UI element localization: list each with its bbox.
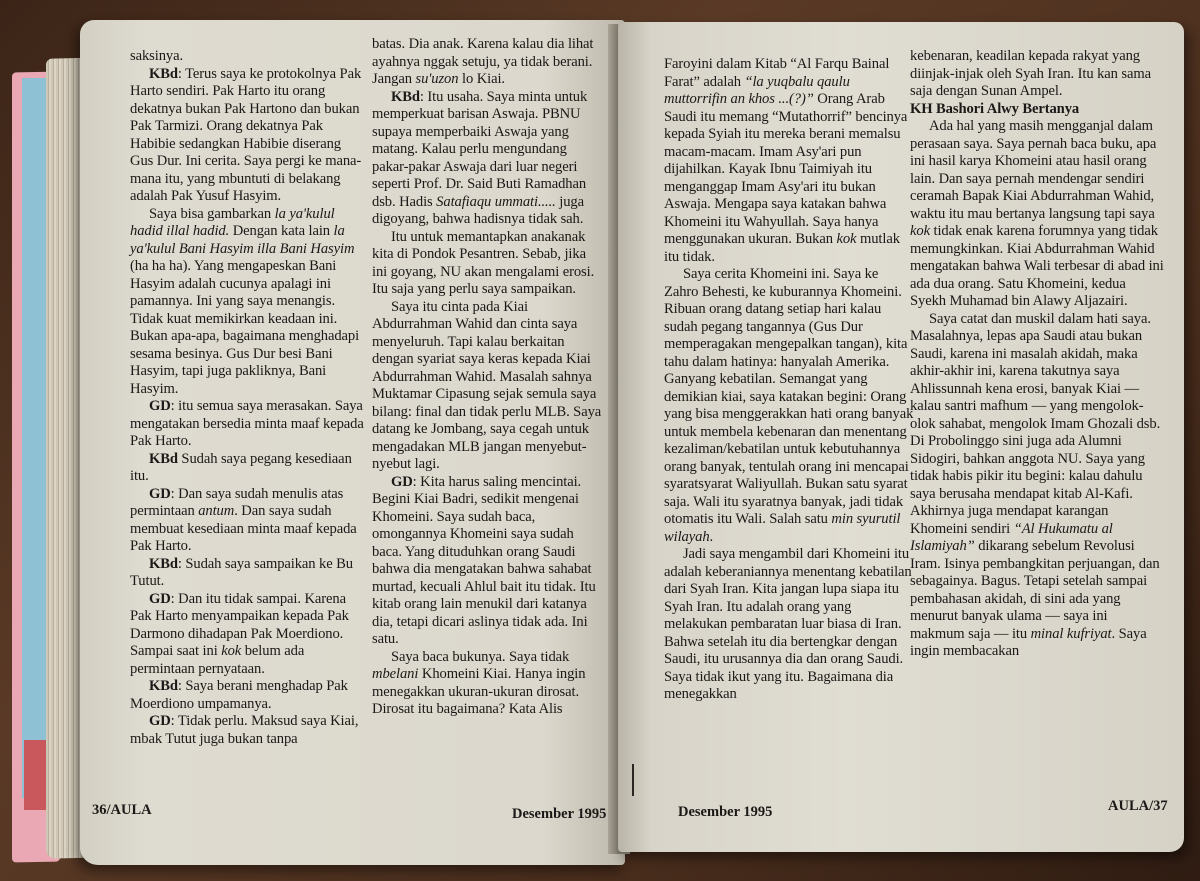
paragraph: GD: Tidak perlu. Maksud saya Kiai, mbak Tutut juga bukan tanpa xyxy=(130,713,359,747)
right-page-number: AULA/37 xyxy=(1108,798,1168,814)
left-page-column-2 xyxy=(372,36,604,719)
pen-mark xyxy=(632,764,634,796)
paragraph: Saya itu cinta pada Kiai Abdurrahman Wahid dan cinta saya menyeluruh. Tapi kalau berkaitan dengan syariat saya keras kepada Kiai Abdurrahman Wahid. Masalah sahnya Muktamar Cipasung sejak semula saya bilang: final dan tidak perlu MLB. Saya datang ke Jombang, saya cegah untuk mengadakan MLB jangan menyebut-nyebut lagi. xyxy=(372,298,602,472)
left-page-column-1 xyxy=(130,48,366,748)
paragraph: Jadi saya mengambil dari Khomeini itu adalah keberaniannya menentang kebatilan dari Syah Iran. Kita jangan lupa siapa itu Syah Iran. Itu adalah orang yang melakukan pembaratan luar biasa di Iran. Bahwa setelah itu dia bertengkar dengan Saudi, itu urusannya dia dan orang Saudi. Saya tidak ikut yang itu. Bagaimana dia menegakkan xyxy=(664,546,912,702)
right-page-column-1 xyxy=(664,56,914,704)
left-page-number: 36/AULA xyxy=(92,802,152,818)
paragraph: KBd: Terus saya ke protokolnya Pak Harto sendiri. Pak Harto itu orang dekatnya bukan Pak Hartono dan bukan Pak Tarmizi. Orang dekatnya Pak Habibie sedangkan Habibie diserang Gus Dur. Ini cerita. Saya pergi ke mana-mana itu, yang mbuntuti di belakang adalah Pak Yusuf Hasyim. xyxy=(130,65,362,204)
paragraph: Faroyini dalam Kitab “Al Farqu Bainal Farat” adalah “la yuqbalu qaulu muttorrifin an khos ...(?)” Orang Arab Saudi itu memang “Mutathorrif” bencinya kepada Syiah itu mereka berani memalsu macam-macam. Imam Asy'ari pun dijahilkan. Kayak Ibnu Taimiyah itu menganggap Imam Asy'ari itu bukan Aswaja. Mengapa saya katakan bahwa Khomeini itu Wahyullah. Saya hanya menggunakan ukuran. Bukan kok mutlak itu tidak. xyxy=(664,56,908,265)
paragraph: Itu untuk memantapkan anakanak kita di Pondok Pesantren. Sebab, jika ini goyang, NU akan mengalami erosi. Itu saja yang perlu saya sampaikan. xyxy=(372,228,595,297)
paragraph: KBd Sudah saya pegang kesediaan itu. xyxy=(130,450,352,484)
paragraph: GD: Dan itu tidak sampai. Karena Pak Harto menyampaikan kepada Pak Darmono dihadapan Pak Moerdiono. Sampai saat ini kok belum ada permintaan pernyataan. xyxy=(130,590,349,677)
paragraph: KBd: Saya berani menghadap Pak Moerdiono umpamanya. xyxy=(130,678,348,712)
paragraph: Ada hal yang masih mengganjal dalam perasaan saya. Saya pernah baca buku, apa ini hasil karya Khomeini atau hasil orang lain. Dan saya pernah mendengar sendiri ceramah Bapak Kiai Abdurrahman Wahid, waktu itu mau bertanya langsung tapi saya kok tidak enak karena forumnya yang tidak memungkinkan. Kiai Abdurrahman Wahid mengatakan bahwa Wali terbesar di abad ini ada dua orang. Satu Khomeini, kedua Syekh Muhamad bin Alawy Aljazairi. xyxy=(910,118,1164,309)
paragraph: GD: Kita harus saling mencintai. Begini Kiai Badri, sedikit mengenai Khomeini. Saya sudah baca, omongannya Khomeini saya sudah baca. Yang dituduhkan orang Saudi bahwa dia mengatakan bahwa sahabat murtad, kecuali Ahlul bait itu tidak. Itu kitab orang lain menukil dari katanya dia, tetapi dicari aslinya tidak ada. Ini satu. xyxy=(372,473,596,647)
paragraph: saksinya. xyxy=(130,48,184,64)
left-page xyxy=(80,20,625,865)
section-heading: KH Bashori Alwy Bertanya xyxy=(910,100,1080,117)
paragraph: Saya baca bukunya. Saya tidak mbelani Khomeini Kiai. Hanya ingin menegakkan ukuran-ukuran dirosat. Dirosat itu bagaimana? Kata Alis xyxy=(372,648,586,717)
left-page-date: Desember 1995 xyxy=(512,806,607,822)
right-page-column-2 xyxy=(910,48,1165,661)
paragraph: Saya cerita Khomeini ini. Saya ke Zahro Behesti, ke kuburannya Khomeini. Ribuan orang datang setiap hari kalau sudah pegang tangannya (Gus Dur memperagakan mengepalkan tangan), kita tahu dalam hatinya: hanyalah Amerika. Ganyang kebatilan. Semangat yang demikian kiai, saya katakan begini: Orang yang bisa menggerakkan hati orang banyak untuk membela kebenaran dan menentang kezaliman/kebatilan untuk kebutuhannya orang banyak, tentulah orang ini mencapai syaratsyarat Waliyullah. Bukan satu syarat saja. Wali itu syaratnya banyak, jadi tidak otomatis itu Wali. Salah satu min syurutil wilayah. xyxy=(664,266,914,545)
paragraph: KBd: Itu usaha. Saya minta untuk memperkuat barisan Aswaja. PBNU supaya memperbaiki Aswaja yang matang. Kalau perlu mengundang pakar-pakar Aswaja dari luar negeri seperti Prof. Dr. Said Buti Ramadhan dsb. Hadis Satafiaqu ummati..... juga digoyang, bahwa hadisnya tidak sah. xyxy=(372,88,588,227)
paragraph: Saya bisa gambarkan la ya'kulul hadid illal hadid. Dengan kata lain la ya'kulul Bani Hasyim illa Bani Hasyim (ha ha ha). Yang mengapeskan Bani Hasyim adalah cucunya apalagi ini pamannya. Ini yang saya menangis. Tidak kuat memikirkan keadaan ini. Bukan apa-apa, bagaimana menghadapi sesama besinya. Gus Dur besi Bani Hasyim, tapi juga pakliknya, Bani Hasyim. xyxy=(130,205,360,397)
paragraph: Saya catat dan muskil dalam hati saya. Masalahnya, lepas apa Saudi atau bukan Saudi, karena ini masalah akidah, maka akhir-akhir ini, karena takutnya saya Ahlissunnah kena erosi, banyak Kiai — kalau santri mafhum — yang mengolok-olok sahabat, mengolok Imam Ghozali dsb. Di Probolinggo sini juga ada Alumni Sidogiri, bahkan anggota NU. Saya yang tidak habis pikir itu begini: kalau dahulu saya berusaha mendapat kitab Al-Kafi. Akhirnya juga mendapat karangan Khomeini sendiri “Al Hukumatu al Islamiyah” dikarang sebelum Revolusi Iram. Isinya pembangkitan perjuangan, dan sebagainya. Bagus. Tetapi setelah sampai pembahasan akidah, di sini ada yang menurut banyak ulama — saya ini makmum saja — itu minal kufriyat. Saya ingin membacakan xyxy=(910,310,1161,659)
paragraph: KBd: Sudah saya sampaikan ke Bu Tutut. xyxy=(130,555,354,589)
right-page xyxy=(618,22,1184,852)
paragraph: kebenaran, keadilan kepada rakyat yang diinjak-injak oleh Syah Iran. Itu kan sama saja dengan Sunan Ampel. xyxy=(910,48,1151,99)
paragraph: GD: Dan saya sudah menulis atas permintaan antum. Dan saya sudah membuat kesediaan minta maaf kepada Pak Harto. xyxy=(130,485,357,554)
paragraph: batas. Dia anak. Karena kalau dia lihat ayahnya nggak setuju, ya tidak berani. Jangan su'uzon lo Kiai. xyxy=(372,36,594,87)
paragraph: GD: itu semua saya merasakan. Saya mengatakan bersedia minta maaf kepada Pak Harto. xyxy=(130,398,364,449)
right-page-date: Desember 1995 xyxy=(678,804,773,820)
